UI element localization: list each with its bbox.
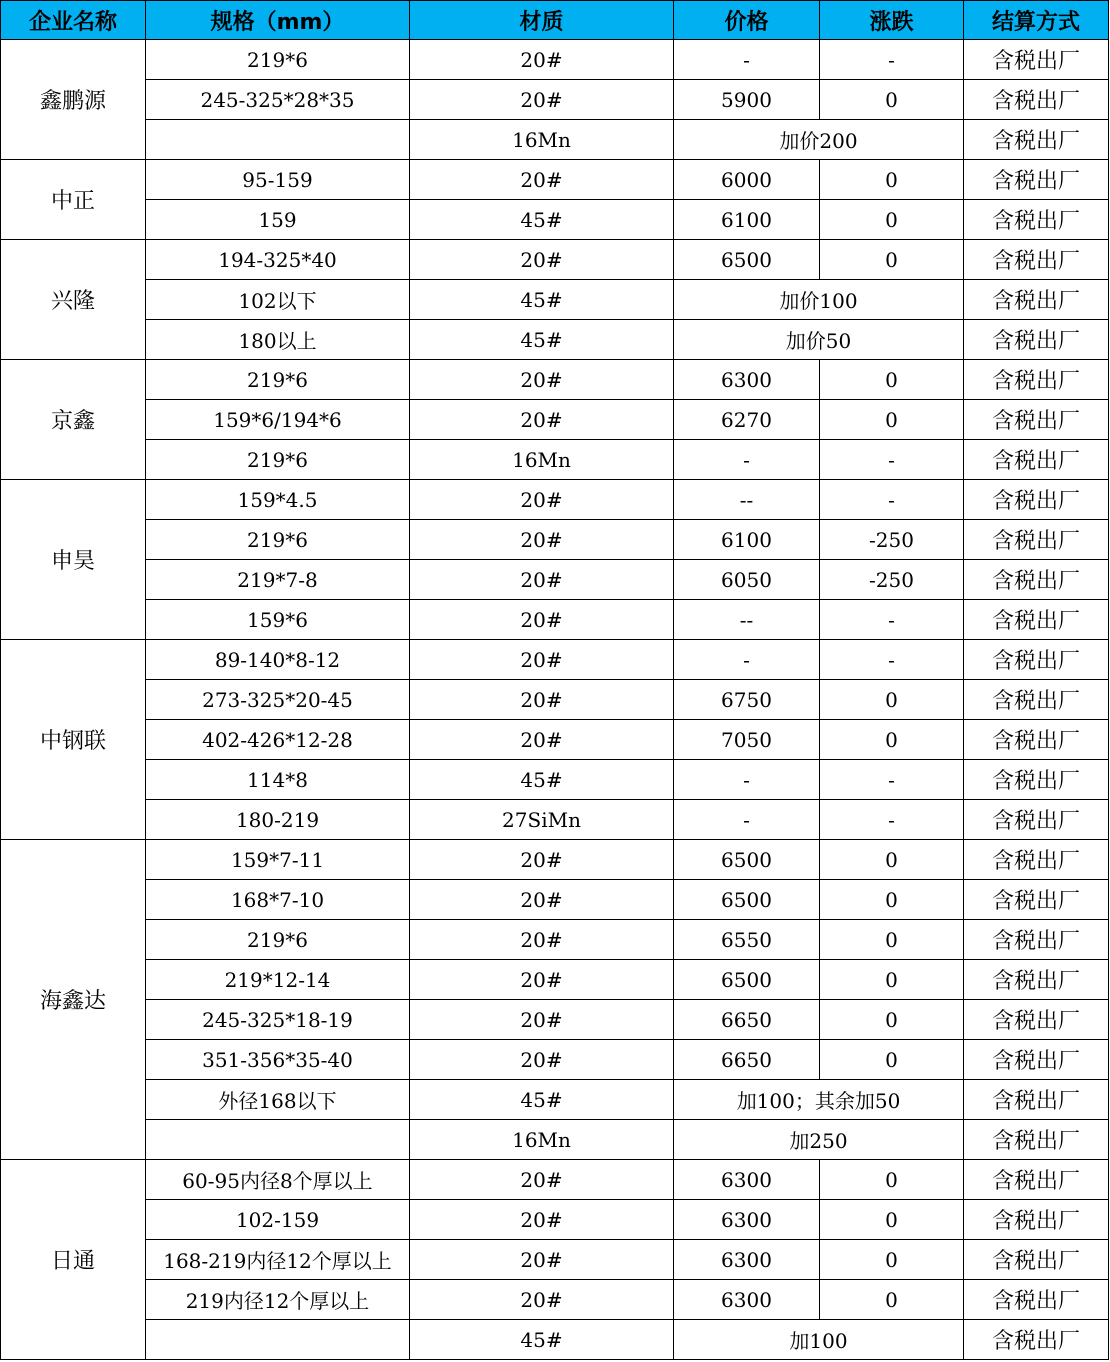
- spec-cell: 219*6: [146, 440, 410, 480]
- table-row: [1, 280, 1109, 320]
- table-row: [1, 840, 1109, 880]
- table-row: [1, 600, 1109, 640]
- price-cell: 6050: [674, 560, 820, 600]
- company-cell: 鑫鹏源: [1, 40, 146, 160]
- change-cell: 0: [820, 920, 964, 960]
- material-cell: 20#: [410, 80, 674, 120]
- price-cell: --: [674, 600, 820, 640]
- price-cell: 6300: [674, 1280, 820, 1320]
- table-row: [1, 480, 1109, 520]
- settlement-cell: 含税出厂: [964, 1280, 1109, 1320]
- change-cell: 0: [820, 720, 964, 760]
- change-cell: 0: [820, 1040, 964, 1080]
- settlement-cell: 含税出厂: [964, 440, 1109, 480]
- settlement-cell: 含税出厂: [964, 800, 1109, 840]
- settlement-cell: 含税出厂: [964, 600, 1109, 640]
- table-row: [1, 1120, 1109, 1160]
- spec-cell: 95-159: [146, 160, 410, 200]
- price-cell: 6300: [674, 1200, 820, 1240]
- spec-cell: 180-219: [146, 800, 410, 840]
- material-cell: 16Mn: [410, 120, 674, 160]
- table-row: [1, 1040, 1109, 1080]
- table-body: [1, 40, 1109, 1360]
- spec-cell: 168-219内径12个厚以上: [146, 1240, 410, 1280]
- change-cell: -: [820, 760, 964, 800]
- spec-cell: [146, 1320, 410, 1360]
- price-note-cell: 加价100: [674, 280, 964, 320]
- settlement-cell: 含税出厂: [964, 920, 1109, 960]
- change-cell: 0: [820, 360, 964, 400]
- material-cell: 45#: [410, 320, 674, 360]
- spec-cell: 168*7-10: [146, 880, 410, 920]
- price-cell: 6000: [674, 160, 820, 200]
- material-cell: 20#: [410, 40, 674, 80]
- price-cell: 6650: [674, 1040, 820, 1080]
- material-cell: 27SiMn: [410, 800, 674, 840]
- settlement-cell: 含税出厂: [964, 1240, 1109, 1280]
- change-cell: 0: [820, 1240, 964, 1280]
- price-cell: 6300: [674, 360, 820, 400]
- material-cell: 20#: [410, 720, 674, 760]
- settlement-cell: 含税出厂: [964, 1200, 1109, 1240]
- change-cell: 0: [820, 200, 964, 240]
- spec-cell: 219内径12个厚以上: [146, 1280, 410, 1320]
- material-cell: 20#: [410, 680, 674, 720]
- spec-cell: 60-95内径8个厚以上: [146, 1160, 410, 1200]
- price-cell: 6500: [674, 880, 820, 920]
- material-cell: 16Mn: [410, 440, 674, 480]
- price-cell: 6500: [674, 840, 820, 880]
- settlement-cell: 含税出厂: [964, 1160, 1109, 1200]
- table-row: [1, 120, 1109, 160]
- table-row: [1, 680, 1109, 720]
- material-cell: 45#: [410, 280, 674, 320]
- settlement-cell: 含税出厂: [964, 1080, 1109, 1120]
- table-row: [1, 1000, 1109, 1040]
- settlement-cell: 含税出厂: [964, 880, 1109, 920]
- material-cell: 20#: [410, 160, 674, 200]
- spec-cell: 89-140*8-12: [146, 640, 410, 680]
- material-cell: 45#: [410, 760, 674, 800]
- price-note-cell: 加100: [674, 1320, 964, 1360]
- change-cell: -: [820, 440, 964, 480]
- table-row: [1, 1200, 1109, 1240]
- spec-cell: 159*7-11: [146, 840, 410, 880]
- settlement-cell: 含税出厂: [964, 760, 1109, 800]
- company-cell: 兴隆: [1, 240, 146, 360]
- price-cell: -: [674, 760, 820, 800]
- material-cell: 20#: [410, 600, 674, 640]
- settlement-cell: 含税出厂: [964, 320, 1109, 360]
- settlement-cell: 含税出厂: [964, 1000, 1109, 1040]
- header-settlement: 结算方式: [964, 1, 1109, 40]
- spec-cell: 159*4.5: [146, 480, 410, 520]
- settlement-cell: 含税出厂: [964, 520, 1109, 560]
- table-row: [1, 80, 1109, 120]
- company-cell: 海鑫达: [1, 840, 146, 1160]
- change-cell: -250: [820, 520, 964, 560]
- material-cell: 20#: [410, 1040, 674, 1080]
- spec-cell: 外径168以下: [146, 1080, 410, 1120]
- header-company: 企业名称: [1, 1, 146, 40]
- company-cell: 中正: [1, 160, 146, 240]
- settlement-cell: 含税出厂: [964, 1120, 1109, 1160]
- price-note-cell: 加250: [674, 1120, 964, 1160]
- change-cell: 0: [820, 80, 964, 120]
- price-cell: 6750: [674, 680, 820, 720]
- table-row: [1, 360, 1109, 400]
- change-cell: 0: [820, 160, 964, 200]
- change-cell: -: [820, 640, 964, 680]
- spec-cell: 102-159: [146, 1200, 410, 1240]
- price-cell: 6650: [674, 1000, 820, 1040]
- change-cell: -250: [820, 560, 964, 600]
- header-spec: 规格（mm）: [146, 1, 410, 40]
- table-row: [1, 320, 1109, 360]
- price-cell: 6100: [674, 520, 820, 560]
- spec-cell: 114*8: [146, 760, 410, 800]
- table-row: [1, 560, 1109, 600]
- change-cell: 0: [820, 680, 964, 720]
- header-price: 价格: [674, 1, 820, 40]
- material-cell: 20#: [410, 1240, 674, 1280]
- spec-cell: 351-356*35-40: [146, 1040, 410, 1080]
- material-cell: 20#: [410, 880, 674, 920]
- spec-cell: 102以下: [146, 280, 410, 320]
- company-cell: 申昊: [1, 480, 146, 640]
- table-row: [1, 520, 1109, 560]
- settlement-cell: 含税出厂: [964, 1320, 1109, 1360]
- material-cell: 20#: [410, 1160, 674, 1200]
- spec-cell: 273-325*20-45: [146, 680, 410, 720]
- price-cell: 6100: [674, 200, 820, 240]
- change-cell: 0: [820, 240, 964, 280]
- price-cell: 7050: [674, 720, 820, 760]
- price-cell: 5900: [674, 80, 820, 120]
- spec-cell: [146, 1120, 410, 1160]
- settlement-cell: 含税出厂: [964, 680, 1109, 720]
- settlement-cell: 含税出厂: [964, 200, 1109, 240]
- settlement-cell: 含税出厂: [964, 960, 1109, 1000]
- table-row: [1, 200, 1109, 240]
- price-cell: -: [674, 40, 820, 80]
- settlement-cell: 含税出厂: [964, 1040, 1109, 1080]
- change-cell: -: [820, 40, 964, 80]
- table-row: [1, 1160, 1109, 1200]
- price-note-cell: 加价50: [674, 320, 964, 360]
- price-cell: -: [674, 800, 820, 840]
- material-cell: 20#: [410, 960, 674, 1000]
- change-cell: -: [820, 600, 964, 640]
- material-cell: 20#: [410, 1200, 674, 1240]
- spec-cell: 194-325*40: [146, 240, 410, 280]
- table-row: [1, 760, 1109, 800]
- table-row: [1, 1240, 1109, 1280]
- change-cell: -: [820, 480, 964, 520]
- price-cell: 6300: [674, 1240, 820, 1280]
- company-cell: 中钢联: [1, 640, 146, 840]
- price-cell: -: [674, 440, 820, 480]
- material-cell: 20#: [410, 360, 674, 400]
- change-cell: -: [820, 800, 964, 840]
- change-cell: 0: [820, 840, 964, 880]
- price-cell: --: [674, 480, 820, 520]
- price-note-cell: 加价200: [674, 120, 964, 160]
- change-cell: 0: [820, 1200, 964, 1240]
- price-cell: 6500: [674, 240, 820, 280]
- table-row: [1, 720, 1109, 760]
- price-cell: 6300: [674, 1160, 820, 1200]
- header-material: 材质: [410, 1, 674, 40]
- spec-cell: 219*6: [146, 360, 410, 400]
- change-cell: 0: [820, 960, 964, 1000]
- price-cell: 6270: [674, 400, 820, 440]
- change-cell: 0: [820, 1000, 964, 1040]
- company-cell: 京鑫: [1, 360, 146, 480]
- table-row: [1, 1280, 1109, 1320]
- material-cell: 20#: [410, 480, 674, 520]
- spec-cell: 159*6/194*6: [146, 400, 410, 440]
- table-row: [1, 880, 1109, 920]
- material-cell: 20#: [410, 920, 674, 960]
- price-cell: -: [674, 640, 820, 680]
- material-cell: 20#: [410, 640, 674, 680]
- change-cell: 0: [820, 880, 964, 920]
- price-cell: 6550: [674, 920, 820, 960]
- spec-cell: 245-325*18-19: [146, 1000, 410, 1040]
- table-row: [1, 920, 1109, 960]
- spec-cell: 219*6: [146, 520, 410, 560]
- settlement-cell: 含税出厂: [964, 80, 1109, 120]
- table-row: [1, 1320, 1109, 1360]
- table-row: [1, 800, 1109, 840]
- settlement-cell: 含税出厂: [964, 720, 1109, 760]
- spec-cell: 159*6: [146, 600, 410, 640]
- settlement-cell: 含税出厂: [964, 160, 1109, 200]
- material-cell: 45#: [410, 1080, 674, 1120]
- settlement-cell: 含税出厂: [964, 640, 1109, 680]
- price-cell: 6500: [674, 960, 820, 1000]
- spec-cell: 219*12-14: [146, 960, 410, 1000]
- settlement-cell: 含税出厂: [964, 480, 1109, 520]
- change-cell: 0: [820, 1280, 964, 1320]
- header-change: 涨跌: [820, 1, 964, 40]
- table-row: [1, 440, 1109, 480]
- company-cell: 日通: [1, 1160, 146, 1360]
- material-cell: 20#: [410, 400, 674, 440]
- spec-cell: 219*6: [146, 920, 410, 960]
- spec-cell: 402-426*12-28: [146, 720, 410, 760]
- spec-cell: 180以上: [146, 320, 410, 360]
- settlement-cell: 含税出厂: [964, 400, 1109, 440]
- material-cell: 20#: [410, 560, 674, 600]
- material-cell: 20#: [410, 1000, 674, 1040]
- price-note-cell: 加100；其余加50: [674, 1080, 964, 1120]
- settlement-cell: 含税出厂: [964, 240, 1109, 280]
- material-cell: 20#: [410, 520, 674, 560]
- settlement-cell: 含税出厂: [964, 280, 1109, 320]
- settlement-cell: 含税出厂: [964, 840, 1109, 880]
- change-cell: 0: [820, 400, 964, 440]
- settlement-cell: 含税出厂: [964, 560, 1109, 600]
- spec-cell: 159: [146, 200, 410, 240]
- table-row: [1, 240, 1109, 280]
- table-row: [1, 1080, 1109, 1120]
- settlement-cell: 含税出厂: [964, 40, 1109, 80]
- spec-cell: [146, 120, 410, 160]
- settlement-cell: 含税出厂: [964, 360, 1109, 400]
- table-row: [1, 640, 1109, 680]
- spec-cell: 219*7-8: [146, 560, 410, 600]
- spec-cell: 219*6: [146, 40, 410, 80]
- material-cell: 45#: [410, 1320, 674, 1360]
- settlement-cell: 含税出厂: [964, 120, 1109, 160]
- table-row: [1, 160, 1109, 200]
- material-cell: 20#: [410, 1280, 674, 1320]
- material-cell: 20#: [410, 840, 674, 880]
- table-row: [1, 960, 1109, 1000]
- change-cell: 0: [820, 1160, 964, 1200]
- header-row: [1, 1, 1109, 40]
- spec-cell: 245-325*28*35: [146, 80, 410, 120]
- table-row: [1, 400, 1109, 440]
- table-row: [1, 40, 1109, 80]
- material-cell: 20#: [410, 240, 674, 280]
- material-cell: 16Mn: [410, 1120, 674, 1160]
- material-cell: 45#: [410, 200, 674, 240]
